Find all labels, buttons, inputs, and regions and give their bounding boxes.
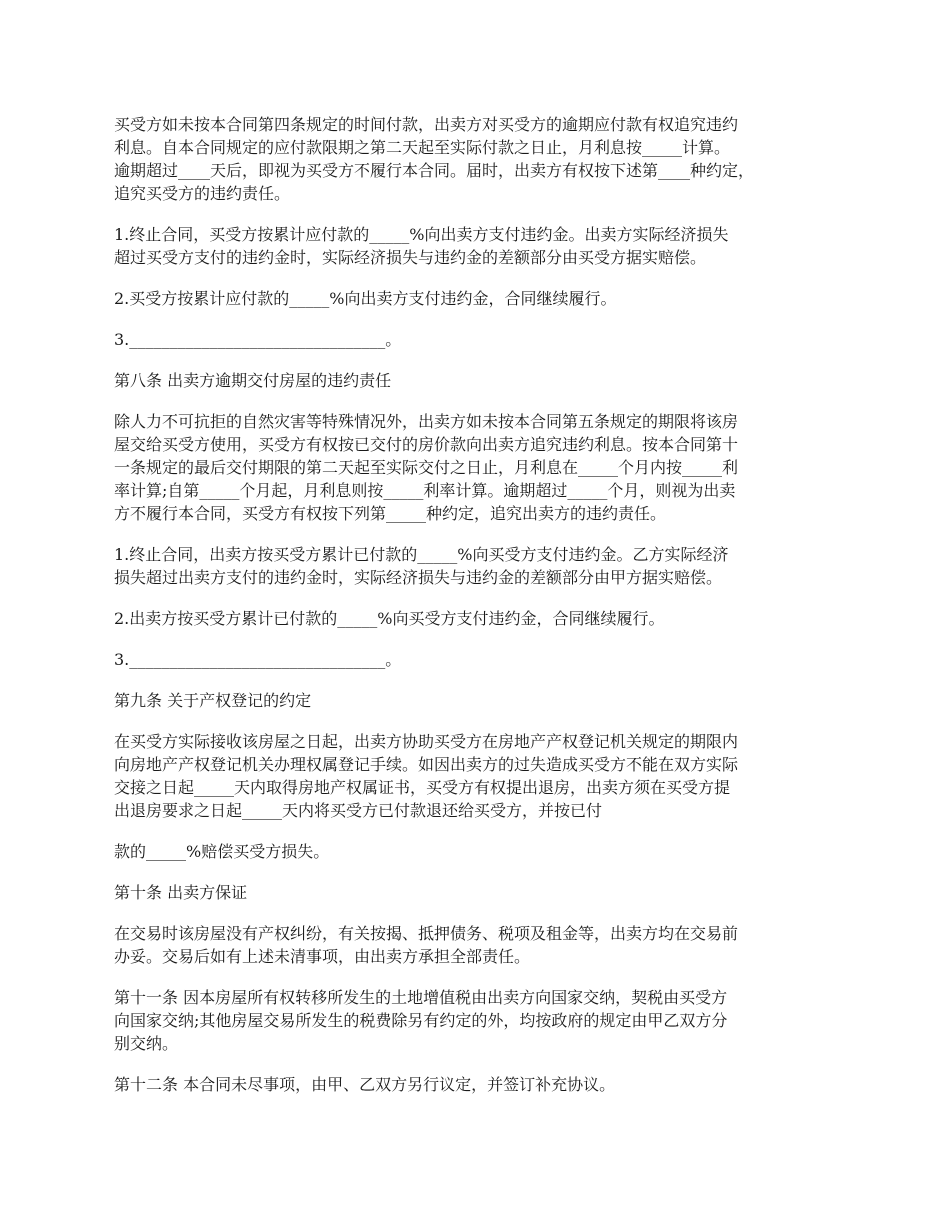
text-line: 利息。自本合同规定的应付款限期之第二天起至实际付款之日止，月利息按_____计算。 <box>114 138 731 157</box>
text-line: 买受方如未按本合同第四条规定的时间付款，出卖方对买受方的逾期应付款有权追究违约 <box>114 115 739 134</box>
paragraph <box>114 648 854 671</box>
text-line: 1.终止合同，买受方按累计应付款的_____%向出卖方支付违约金。出卖方实际经济损失 <box>114 225 729 244</box>
paragraph <box>114 689 854 712</box>
text-line: 别交纳。 <box>114 1034 179 1053</box>
paragraph <box>114 410 854 525</box>
paragraph <box>114 840 854 863</box>
text-line: 交接之日起_____天内取得房地产权属证书，买受方有权提出退房，出卖方须在买受方提 <box>114 778 731 797</box>
paragraph <box>114 223 854 269</box>
text-line: 超过买受方支付的违约金时，实际经济损失与违约金的差额部分由买受方据实赔偿。 <box>114 248 707 267</box>
paragraph <box>114 328 854 351</box>
paragraph <box>114 881 854 904</box>
paragraph <box>114 1073 854 1096</box>
text-line: 损失超过出卖方支付的违约金时，实际经济损失与违约金的差额部分由甲方据实赔偿。 <box>114 568 723 587</box>
paragraph <box>114 369 854 392</box>
text-line: 第十条 出卖方保证 <box>114 883 248 902</box>
text-line: 1.终止合同，出卖方按买受方累计已付款的_____%向买受方支付违约金。乙方实际经济 <box>114 545 729 564</box>
paragraph <box>114 986 854 1055</box>
text-line: 第八条 出卖方逾期交付房屋的违约责任 <box>114 371 392 390</box>
text-line: 第十二条 本合同未尽事项，由甲、乙双方另行议定，并签订补充协议。 <box>114 1075 616 1094</box>
text-line: 除人力不可抗拒的自然灾害等特殊情况外，出卖方如未按本合同第五条规定的期限将该房 <box>114 412 739 431</box>
text-line: 3.________________________________。 <box>114 650 402 669</box>
text-line: 在交易时该房屋没有产权纠纷，有关按揭、抵押债务、税项及租金等，出卖方均在交易前 <box>114 924 739 943</box>
paragraph <box>114 543 854 589</box>
paragraph <box>114 287 854 310</box>
paragraph <box>114 113 854 205</box>
text-line: 向国家交纳;其他房屋交易所发生的税费除另有约定的外，均按政府的规定由甲乙双方分 <box>114 1011 728 1030</box>
text-line: 办妥。交易后如有上述未清事项，由出卖方承担全部责任。 <box>114 947 531 966</box>
text-line: 在买受方实际接收该房屋之日起，出卖方协助买受方在房地产产权登记机关规定的期限内 <box>114 732 739 751</box>
text-line: 方不履行本合同，买受方有权按下列第_____种约定，追究出卖方的违约责任。 <box>114 504 667 523</box>
text-line: 第九条 关于产权登记的约定 <box>114 691 312 710</box>
text-line: 逾期超过____天后，即视为买受方不履行本合同。届时，出卖方有权按下述第____种约定， <box>114 161 755 180</box>
text-line: 2.买受方按累计应付款的_____%向出卖方支付违约金，合同继续履行。 <box>114 289 617 308</box>
text-line: 2.出卖方按买受方累计已付款的_____%向买受方支付违约金，合同继续履行。 <box>114 609 665 628</box>
paragraph <box>114 730 854 822</box>
text-line: 追究买受方的违约责任。 <box>114 184 291 203</box>
text-line: 率计算;自第_____个月起，月利息则按_____利率计算。逾期超过_____个月，则视为出卖 <box>114 481 736 500</box>
text-line: 一条规定的最后交付期限的第二天起至实际交付之日止，月利息在_____个月内按_____利 <box>114 458 739 477</box>
paragraph <box>114 922 854 968</box>
text-line: 屋交给买受方使用，买受方有权按已交付的房价款向出卖方追究违约利息。按本合同第十 <box>114 435 739 454</box>
document-body <box>114 113 854 1114</box>
text-line: 出退房要求之日起_____天内将买受方已付款退还给买受方，并按已付 <box>114 801 603 820</box>
text-line: 向房地产产权登记机关办理权属登记手续。如因出卖方的过失造成买受方不能在双方实际 <box>114 755 739 774</box>
text-line: 第十一条 因本房屋所有权转移所发生的土地增值税由出卖方向国家交纳，契税由买受方 <box>114 988 728 1007</box>
paragraph <box>114 607 854 630</box>
text-line: 款的_____%赔偿买受方损失。 <box>114 842 330 861</box>
text-line: 3.________________________________。 <box>114 330 402 349</box>
